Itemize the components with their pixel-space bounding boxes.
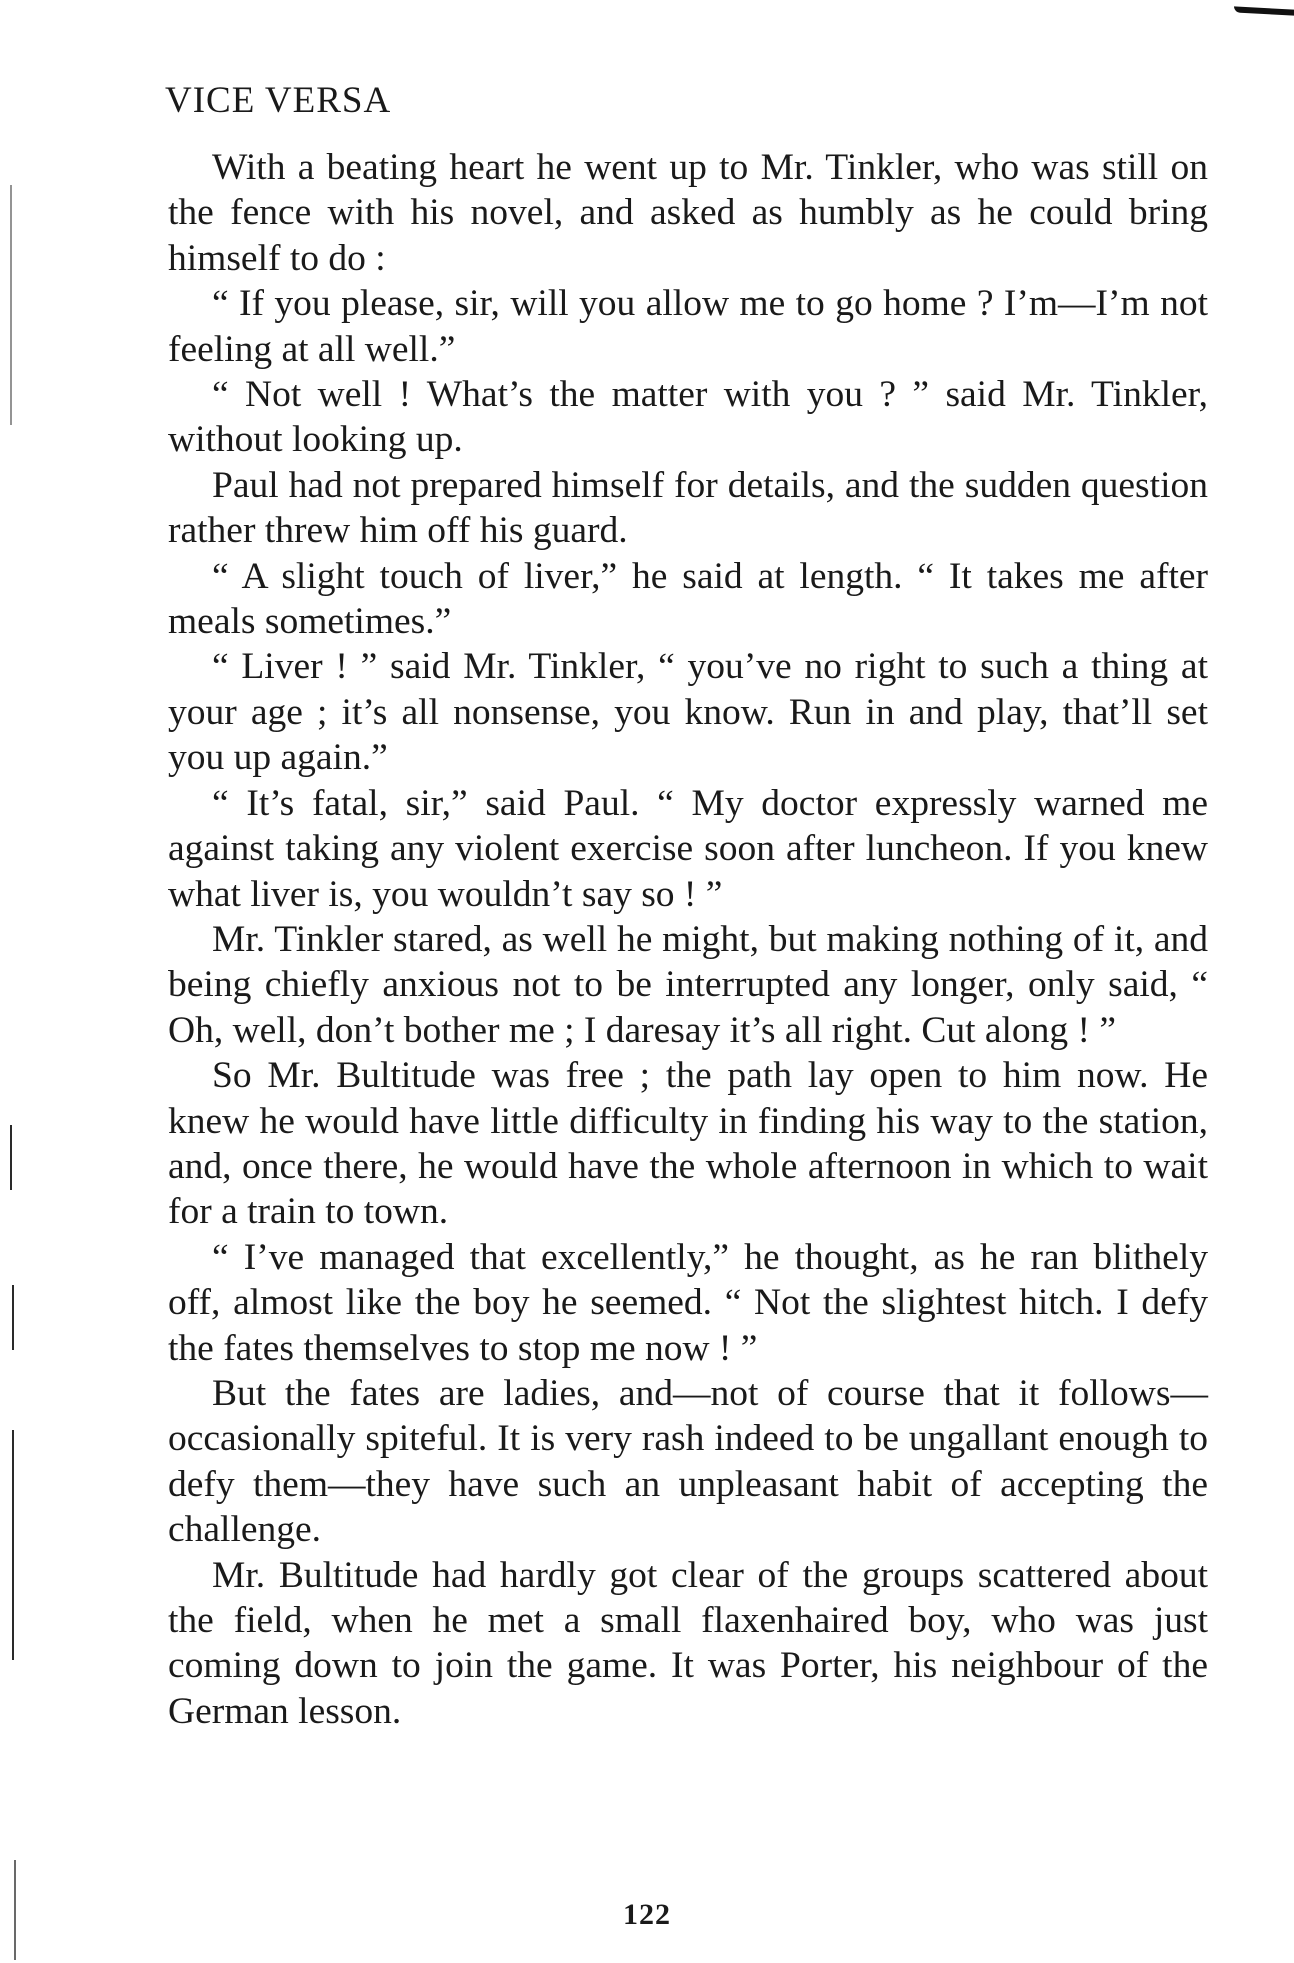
paragraph: Paul had not prepared himself for details, and the sudden question rather threw him off his guard. — [168, 464, 1208, 552]
body-text — [168, 145, 1208, 1734]
paragraph: But the fates are ladies, and—not of course that it follows—occasionally spiteful. It is very rash indeed to be ungallant enough to defy them—they have such an unpleasant habit of accepting the challenge. — [168, 1372, 1208, 1551]
paragraph: So Mr. Bultitude was free ; the path lay open to him now. He knew he would have little difficulty in finding his way to the station, and, once there, he would have the whole afternoon in which to wait for a train to town. — [168, 1055, 1208, 1233]
paragraph: “ It’s fatal, sir,” said Paul. “ My doctor expressly warned me against taking any violent exercise soon after luncheon. If you knew what liver is, you wouldn’t say so ! ” — [168, 782, 1208, 915]
paragraph: “ A slight touch of liver,” he said at length. “ It takes me after meals sometimes.” — [168, 555, 1208, 643]
paragraph: Mr. Tinkler stared, as well he might, but making nothing of it, and being chiefly anxious not to be interrupted any longer, only said, “ Oh, well, don’t bother me ; I daresay it’s all right. Cut along ! ” — [168, 918, 1208, 1051]
scan-margin-mark — [12, 1430, 14, 1660]
paragraph: “ I’ve managed that excellently,” he thought, as he ran blithely off, almost like the boy he seemed. “ Not the slightest hitch. I defy the fates themselves to stop me now ! ” — [168, 1236, 1208, 1369]
scan-margin-mark — [10, 1125, 12, 1190]
paragraph: “ Liver ! ” said Mr. Tinkler, “ you’ve no right to such a thing at your age ; it’s all nonsense, you know. Run in and play, that’ll set you up again.” — [168, 646, 1208, 779]
paragraph: “ Not well ! What’s the matter with you ? ” said Mr. Tinkler, without looking up. — [168, 374, 1208, 461]
scan-margin-mark — [12, 1285, 14, 1350]
scan-margin-mark — [10, 185, 12, 425]
paragraph: “ If you please, sir, will you allow me to go home ? I’m—I’m not feeling at all well.” — [168, 283, 1208, 370]
paragraph: With a beating heart he went up to Mr. Tinkler, who was still on the fence with his novel, and asked as humbly as he could bring himself to do : — [168, 147, 1208, 279]
scan-corner-mark — [1234, 6, 1294, 15]
paragraph: Mr. Bultitude had hardly got clear of the groups scattered about the field, when he met a small flaxenhaired boy, who was just coming down to join the game. It was Porter, his neighbour of the German lesson. — [168, 1554, 1208, 1732]
running-head: VICE VERSA — [165, 80, 392, 121]
page-number: 122 — [623, 1898, 671, 1931]
